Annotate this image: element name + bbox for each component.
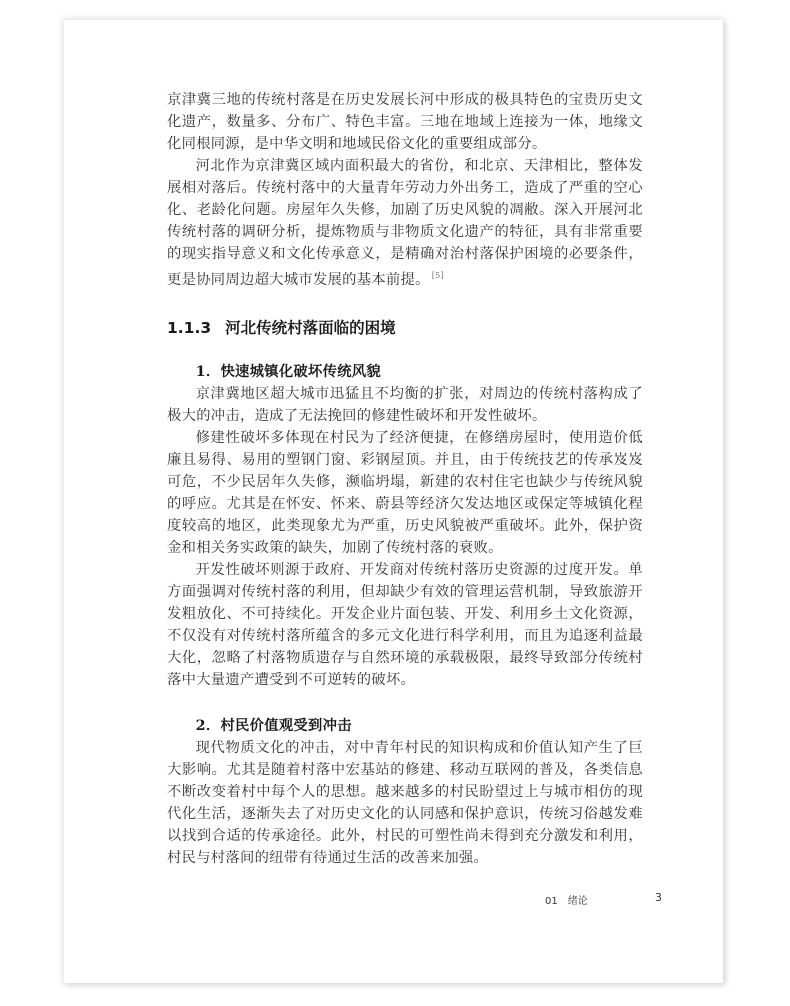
body-paragraph-2 bbox=[167, 155, 643, 291]
subsection-1-paragraph-1: 京津冀地区超大城市迅猛且不均衡的扩张，对周边的传统村落构成了极大的冲击，造成了无法挽回的修建性破坏和开发性破坏。 bbox=[167, 385, 643, 424]
citation-marker[interactable]: [5] bbox=[431, 271, 444, 280]
section-heading bbox=[167, 317, 643, 339]
subsection-1-paragraph-3: 开发性破坏则源于政府、开发商对传统村落历史资源的过度开发。单方面强调对传统村落的利用，但却缺少有效的管理运营机制，导致旅游开发粗放化、不可持续化。开发企业片面包装、开发、利用乡土文化资源，不仅没有对传统村落所蕴含的多元文化进行科学利用，而且为追逐利益最大化，忽略了村落物质遗存与自然环境的承载极限，最终导致部分传统村落中大量遗产遭受到不可逆转的破坏。 bbox=[167, 561, 643, 688]
running-footer-chapter bbox=[545, 892, 588, 907]
page-footer bbox=[64, 890, 723, 910]
body-paragraph-1: 京津冀三地的传统村落是在历史发展长河中形成的极具特色的宝贵历史文化遗产，数量多、分布广、特色丰富。三地在地域上连接为一体，地缘文化同根同源，是中华文明和地域民俗文化的重要组成部分。 bbox=[167, 92, 643, 152]
section-title: 河北传统村落面临的困境 bbox=[225, 318, 396, 337]
chapter-title: 绪论 bbox=[567, 896, 588, 907]
subsection-1-paragraph-2: 修建性破坏多体现在村民为了经济便捷，在修缮房屋时，使用造价低廉且易得、易用的塑钢门窗、彩钢屋顶。并且，由于传统技艺的传承岌岌可危，不少民居年久失修，濒临坍塌，新建的农村住宅也缺少与传统风貌的呼应。尤其是在怀安、怀来、蔚县等经济欠发达地区或保定等城镇化程度较高的地区，此类现象尤为严重，历史风貌被严重破坏。此外，保护资金和相关务实政策的缺失，加剧了传统村落的衰败。 bbox=[167, 429, 643, 556]
chapter-number: 01 bbox=[545, 896, 558, 907]
subsection-heading-2: 2．村民价值观受到冲击 bbox=[195, 717, 352, 734]
subsection-2-paragraph-1: 现代物质文化的冲击，对中青年村民的知识构成和价值认知产生了巨大影响。尤其是随着村落中宏基站的修建、移动互联网的普及，各类信息不断改变着村中每个人的思想。越来越多的村民盼望过上与城市相仿的现代化生活，逐渐失去了对历史文化的认同感和保护意识，传统习俗越发难以找到合适的传承途径。此外，村民的可塑性尚未得到充分激发和利用，村民与村落间的纽带有待通过生活的改善来加强。 bbox=[167, 739, 643, 866]
document-page bbox=[64, 20, 723, 983]
body-paragraph-2-text: 河北作为京津冀区域内面积最大的省份，和北京、天津相比，整体发展相对落后。传统村落中的大量青年劳动力外出务工，造成了严重的空心化、老龄化问题。房屋年久失修，加剧了历史风貌的凋敝。深入开展河北传统村落的调研分析，提炼物质与非物质文化遗产的特征，具有非常重要的现实指导意义和文化传承意义，是精确对治村落保护困境的必要条件，更是协同周边超大城市发展的基本前提。 bbox=[167, 158, 643, 288]
section-number: 1.1.3 bbox=[167, 318, 212, 337]
page-number: 3 bbox=[655, 891, 662, 904]
subsection-heading-1: 1．快速城镇化破坏传统风貌 bbox=[195, 363, 382, 380]
page-body bbox=[167, 89, 643, 869]
